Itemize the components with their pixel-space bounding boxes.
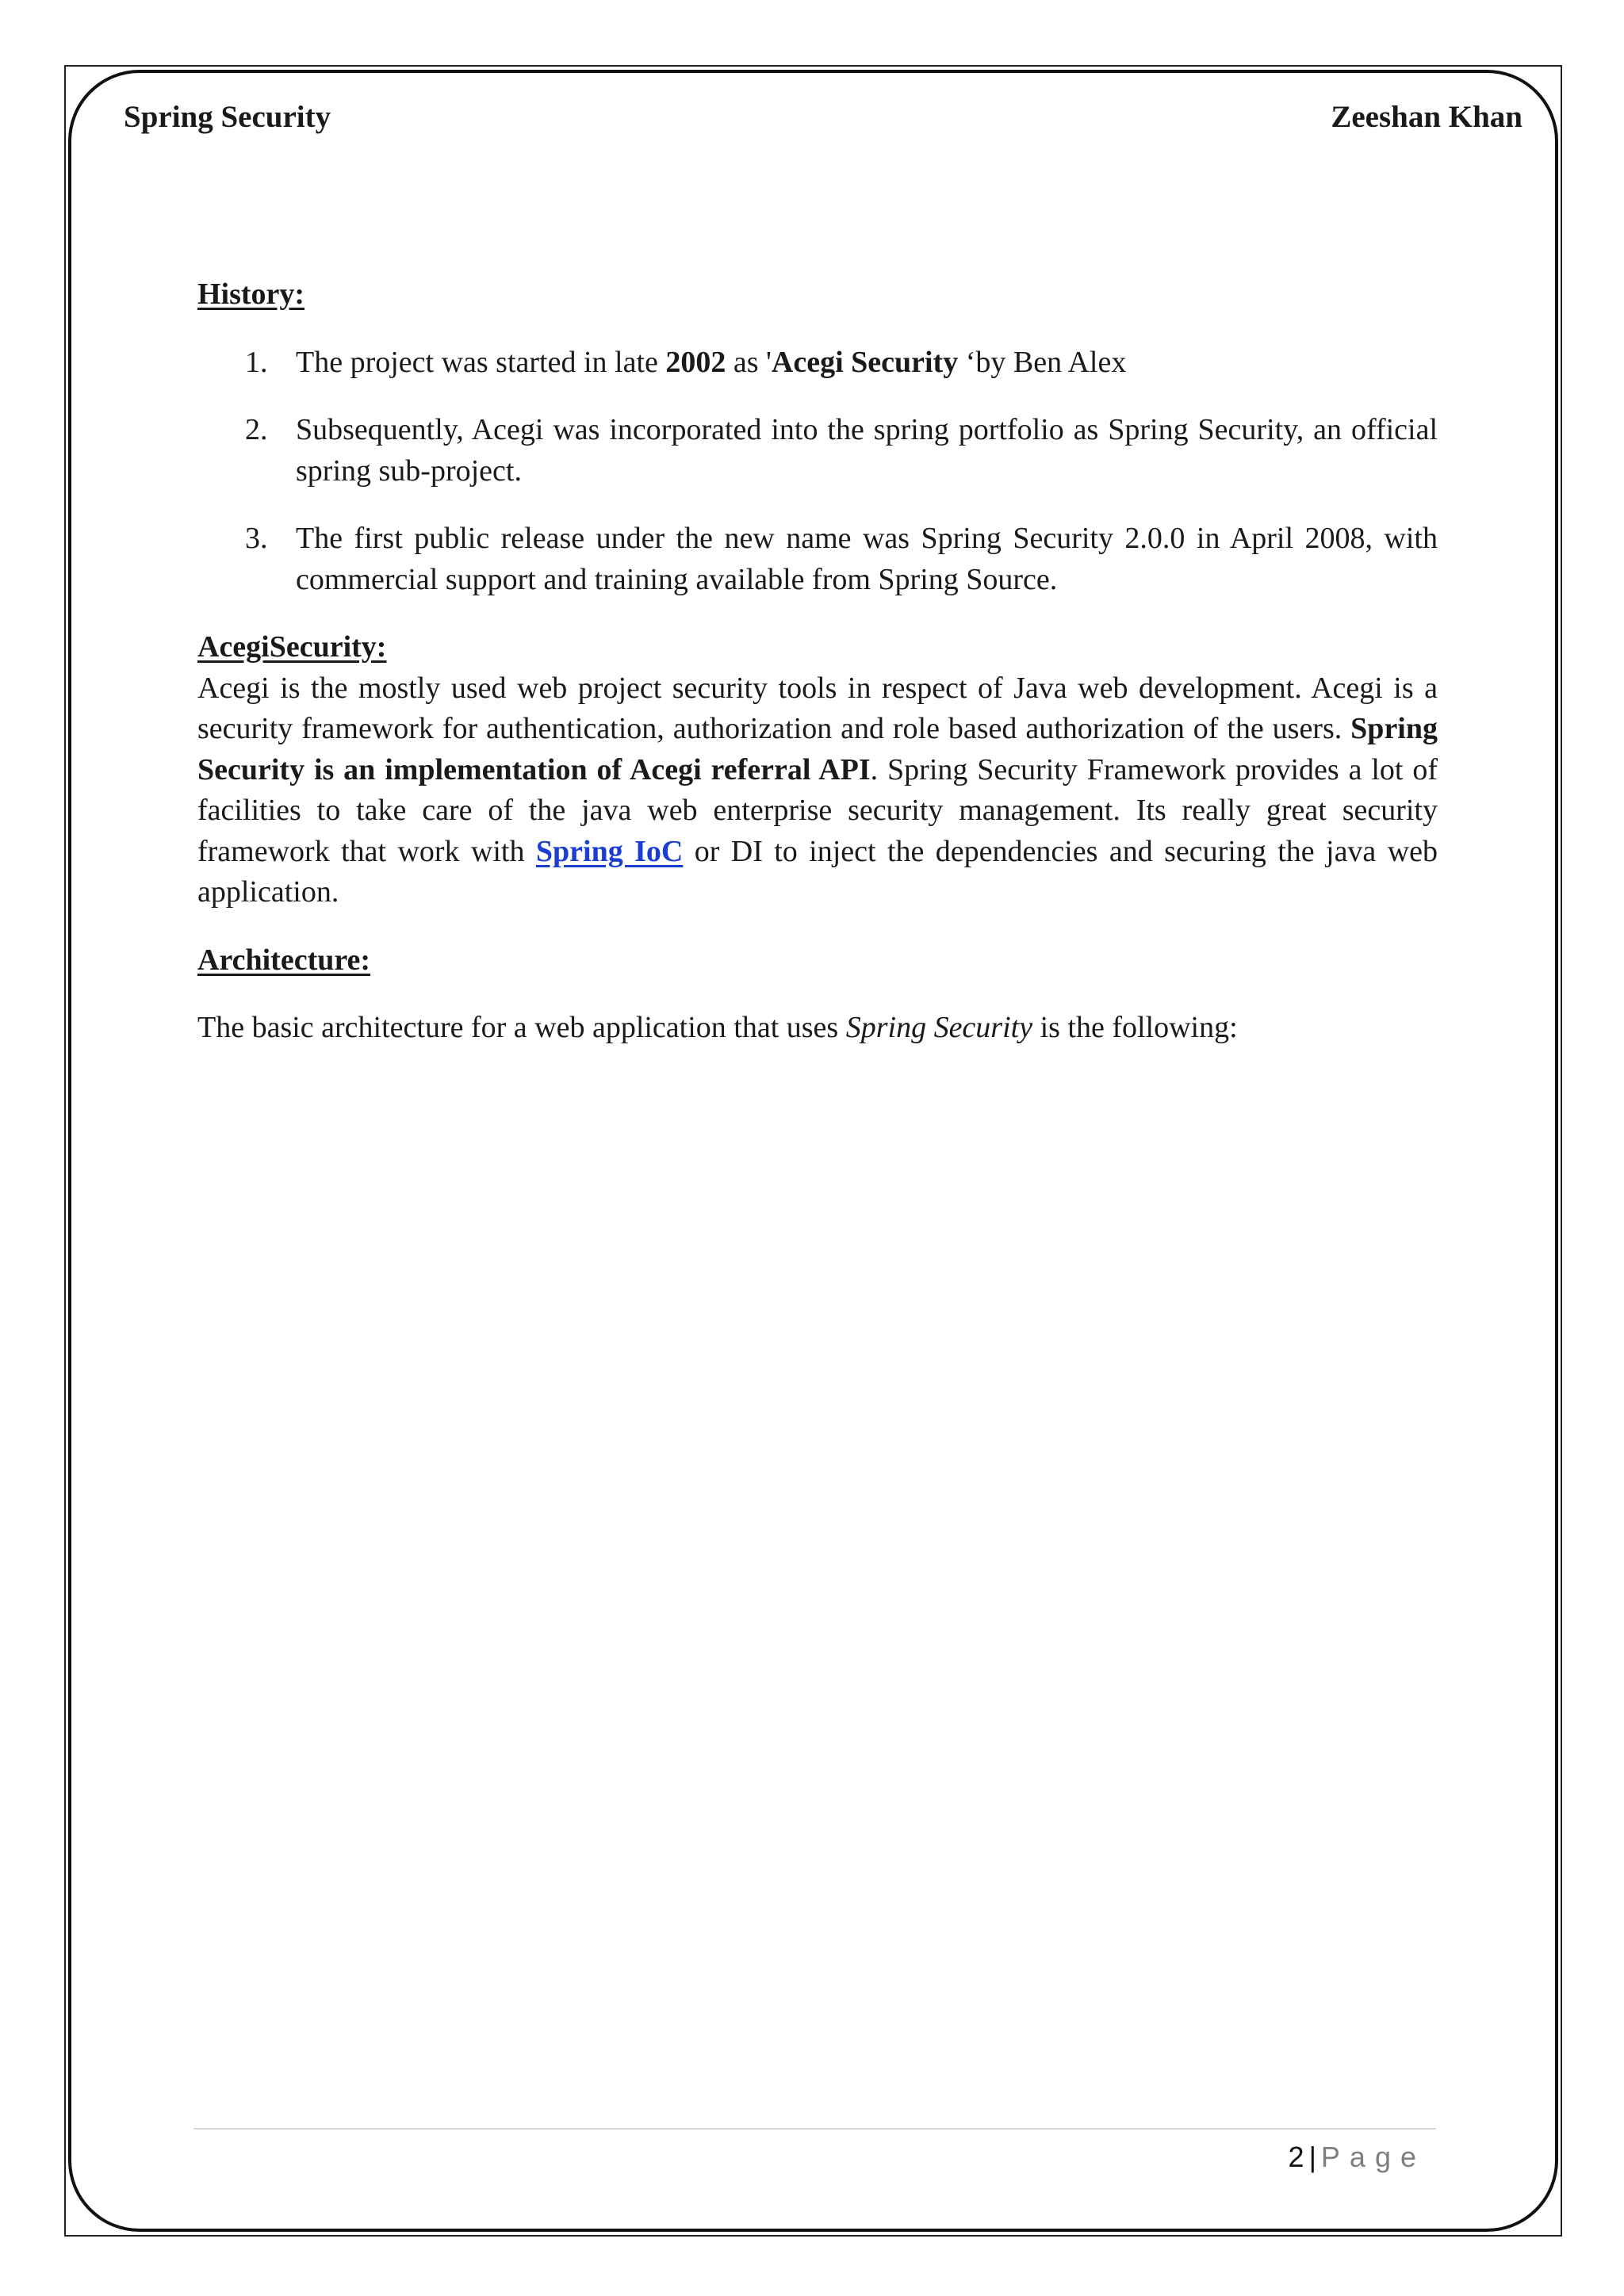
architecture-paragraph [197, 1008, 1438, 1049]
list-number: 1. [245, 345, 268, 379]
architecture-heading: Architecture: [197, 943, 371, 977]
history-item-1-year: 2002 [665, 345, 726, 379]
architecture-text-pre: The basic architecture for a web application that uses [197, 1011, 846, 1044]
acegi-text-2: . Spring Security Framework provides a lot of facilities to take care of the java web enterprise security management. Its really great security framework that work with [197, 752, 1438, 868]
acegi-heading: AcegiSecurity: [197, 630, 387, 664]
acegi-paragraph [197, 668, 1438, 913]
history-item-3-text: The first public release under the new name was Spring Security 2.0.0 in April 2008, with commercial support and training available from Spring Source. [296, 522, 1438, 596]
history-heading: History: [197, 277, 305, 311]
acegi-text-1: Acegi is the mostly used web project security tools in respect of Java web development. Acegi is a security framework for authentication, authorization and role based authorization of the users. [197, 671, 1438, 745]
document-body [197, 274, 1438, 1049]
architecture-text-post: is the following: [1032, 1011, 1238, 1044]
page-footer [1289, 2139, 1426, 2175]
history-item-1-project-name: Acegi Security [771, 345, 959, 379]
history-item-3 [197, 519, 1438, 600]
history-item-2-text: Subsequently, Acegi was incorporated into the spring portfolio as Spring Security, an official spring sub-project. [296, 413, 1438, 488]
history-list [197, 342, 1438, 601]
history-item-1-text-pre: The project was started in late [296, 345, 666, 379]
history-item-1-text-post: ‘by Ben Alex [958, 345, 1127, 379]
history-item-1 [197, 342, 1438, 384]
acegi-text-3: or DI to inject the dependencies and securing the java web application. [197, 834, 1438, 909]
list-number: 2. [245, 413, 268, 446]
architecture-italic-term: Spring Security [845, 1011, 1033, 1044]
page-number: 2 [1288, 2141, 1304, 2173]
acegi-bold-statement: Spring Security is an implementation of Acegi referral API [197, 712, 1438, 786]
spring-ioc-link[interactable]: Spring IoC [535, 834, 684, 868]
footer-separator: | [1308, 2141, 1316, 2173]
footer-divider [193, 2128, 1436, 2130]
page-label: Page [1320, 2141, 1426, 2173]
header-author: Zeeshan Khan [1331, 100, 1522, 134]
history-item-1-text-mid: as ' [726, 345, 772, 379]
header-title: Spring Security [124, 100, 331, 134]
history-item-2 [197, 410, 1438, 492]
list-number: 3. [245, 522, 268, 555]
